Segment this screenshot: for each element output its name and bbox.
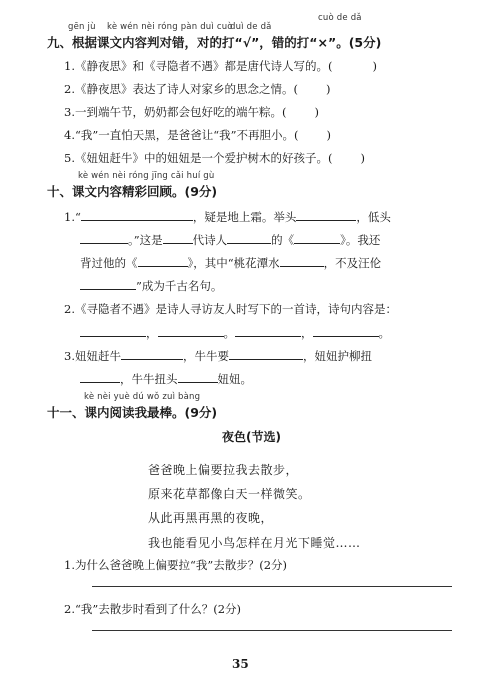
- close-paren: ): [360, 151, 365, 165]
- sec9-item-2: [64, 82, 330, 96]
- answer-line-2[interactable]: [92, 630, 452, 631]
- close-paren: ): [372, 59, 377, 73]
- blank[interactable]: [280, 255, 324, 267]
- sec10-q1-line-d: [80, 278, 222, 293]
- blank[interactable]: [80, 325, 146, 337]
- poem-title: 夜色(节选): [222, 430, 281, 444]
- sec10-q1-line-a: [64, 209, 391, 224]
- blank[interactable]: [163, 232, 193, 244]
- sec11-question-2: 2.“我”去散步时看到了什么？(2分): [64, 602, 242, 616]
- sec10-q2-sep2: 。: [223, 326, 235, 340]
- sec10-q1-a2: ，疑是地上霜。举头: [192, 210, 297, 224]
- cross-mark: ×: [317, 35, 328, 50]
- sec10-q2-sep4: 。: [378, 326, 390, 340]
- close-paren: ): [325, 82, 331, 96]
- sec10-q1-b3: 的《: [271, 233, 295, 247]
- sec10-q1-d1: ”成为千古名句。: [136, 279, 223, 293]
- sec10-q1-line-c: [80, 255, 381, 270]
- sec10-q3-line-a: [64, 348, 372, 363]
- sec10-q1-line-b: [80, 232, 380, 247]
- sec9-item-4: [64, 128, 331, 142]
- section-10-title: 十、课文内容精彩回顾。(9分): [47, 184, 218, 199]
- sec10-q1-c1: 背过他的《: [80, 256, 138, 270]
- sec10-q3-b3: 妞妞。: [217, 372, 252, 386]
- sec10-q1-b4: 》。我还: [340, 233, 381, 247]
- sec9-item-2-text: 2.《静夜思》表达了诗人对家乡的思念之情。(: [64, 82, 298, 96]
- sec10-q2-sep3: ，: [301, 326, 313, 340]
- blank[interactable]: [296, 209, 356, 221]
- sec9-item-3: [64, 105, 319, 119]
- section-11-title: 十一、课内阅读我最棒。(9分): [47, 405, 218, 420]
- sec10-q1-a1: 1.“: [64, 210, 81, 224]
- pinyin-gen-ju: gēn jù: [68, 22, 96, 32]
- blank[interactable]: [138, 255, 188, 267]
- poem-line-3: 从此再黑再黑的夜晚，: [148, 511, 274, 525]
- sec9-item-5: [64, 151, 365, 165]
- section-9-title-c: ”。(5分): [327, 35, 382, 50]
- blank[interactable]: [81, 209, 193, 221]
- blank[interactable]: [80, 278, 136, 290]
- page-number: 35: [232, 657, 249, 671]
- sec10-q3-line-b: [80, 371, 252, 386]
- poem-line-2: 原来花草都像白天一样微笑。: [148, 487, 311, 501]
- pinyin-sec11: kè nèi yuè dú wǒ zuì bàng: [84, 392, 201, 402]
- section-9-title-b: ”，错的打“: [251, 35, 318, 50]
- pinyin-sec10: kè wén nèi róng jīng cǎi huí gù: [78, 171, 215, 181]
- close-paren: ): [314, 105, 319, 119]
- blank[interactable]: [229, 348, 303, 360]
- sec9-item-3-text: 3.一到端午节，奶奶都会包好吃的端午粽。(: [64, 105, 287, 119]
- section-9-title-a: 九、根据课文内容判对错，对的打“: [47, 35, 243, 50]
- blank[interactable]: [80, 371, 120, 383]
- sec9-item-4-text: 4.“我”一直怕天黑，是爸爸让“我”不再胆小。(: [64, 128, 299, 142]
- sec10-q3-a3: ，妞妞护柳扭: [302, 349, 372, 363]
- close-paren: ): [326, 128, 331, 142]
- sec10-q1-a3: ，低头: [356, 210, 391, 224]
- pinyin-dui-de-da: duì de dǎ: [230, 22, 272, 32]
- check-mark: √: [242, 35, 252, 50]
- sec11-question-1: 1.为什么爸爸晚上偏要拉“我”去散步？(2分): [64, 558, 288, 572]
- blank[interactable]: [178, 371, 218, 383]
- sec9-item-5-text: 5.《妞妞赶牛》中的妞妞是一个爱护树木的好孩子。(: [64, 151, 333, 165]
- blank[interactable]: [294, 232, 340, 244]
- poem-line-4: 我也能看见小鸟怎样在月光下睡觉……: [148, 536, 361, 550]
- sec10-q1-b1: 。”这是: [128, 233, 163, 247]
- sec10-q1-c3: ，不及汪伦: [323, 256, 382, 270]
- blank[interactable]: [80, 232, 128, 244]
- sec10-q3-a2: ，牛牛要: [182, 349, 229, 363]
- sec10-q2-sep1: ，: [146, 326, 158, 340]
- sec10-q1-b2: 代诗人: [192, 233, 228, 247]
- blank[interactable]: [235, 325, 301, 337]
- blank[interactable]: [158, 325, 224, 337]
- sec9-item-1: [64, 59, 377, 73]
- sec10-q3-b2: ，牛牛扭头: [120, 372, 178, 386]
- poem-line-1: 爸爸晚上偏要拉我去散步，: [148, 463, 299, 477]
- answer-line-1[interactable]: [92, 586, 452, 587]
- sec10-q1-c2: 》，其中“桃花潭水: [187, 256, 280, 270]
- sec10-q2: 2.《寻隐者不遇》是诗人寻访友人时写下的一首诗，诗句内容是：: [64, 302, 397, 316]
- sec10-q3-a1: 3.妞妞赶牛: [64, 349, 121, 363]
- blank[interactable]: [121, 348, 183, 360]
- sec9-item-1-text: 1.《静夜思》和《寻隐者不遇》都是唐代诗人写的。(: [64, 59, 333, 73]
- blank[interactable]: [227, 232, 271, 244]
- sec10-q2-blanks: [80, 325, 390, 340]
- pinyin-kewen: kè wén nèi róng pàn duì cuò: [107, 22, 233, 32]
- blank[interactable]: [313, 325, 379, 337]
- pinyin-cuo-de-da: cuò de dǎ: [318, 13, 362, 23]
- section-9-title: [47, 33, 381, 51]
